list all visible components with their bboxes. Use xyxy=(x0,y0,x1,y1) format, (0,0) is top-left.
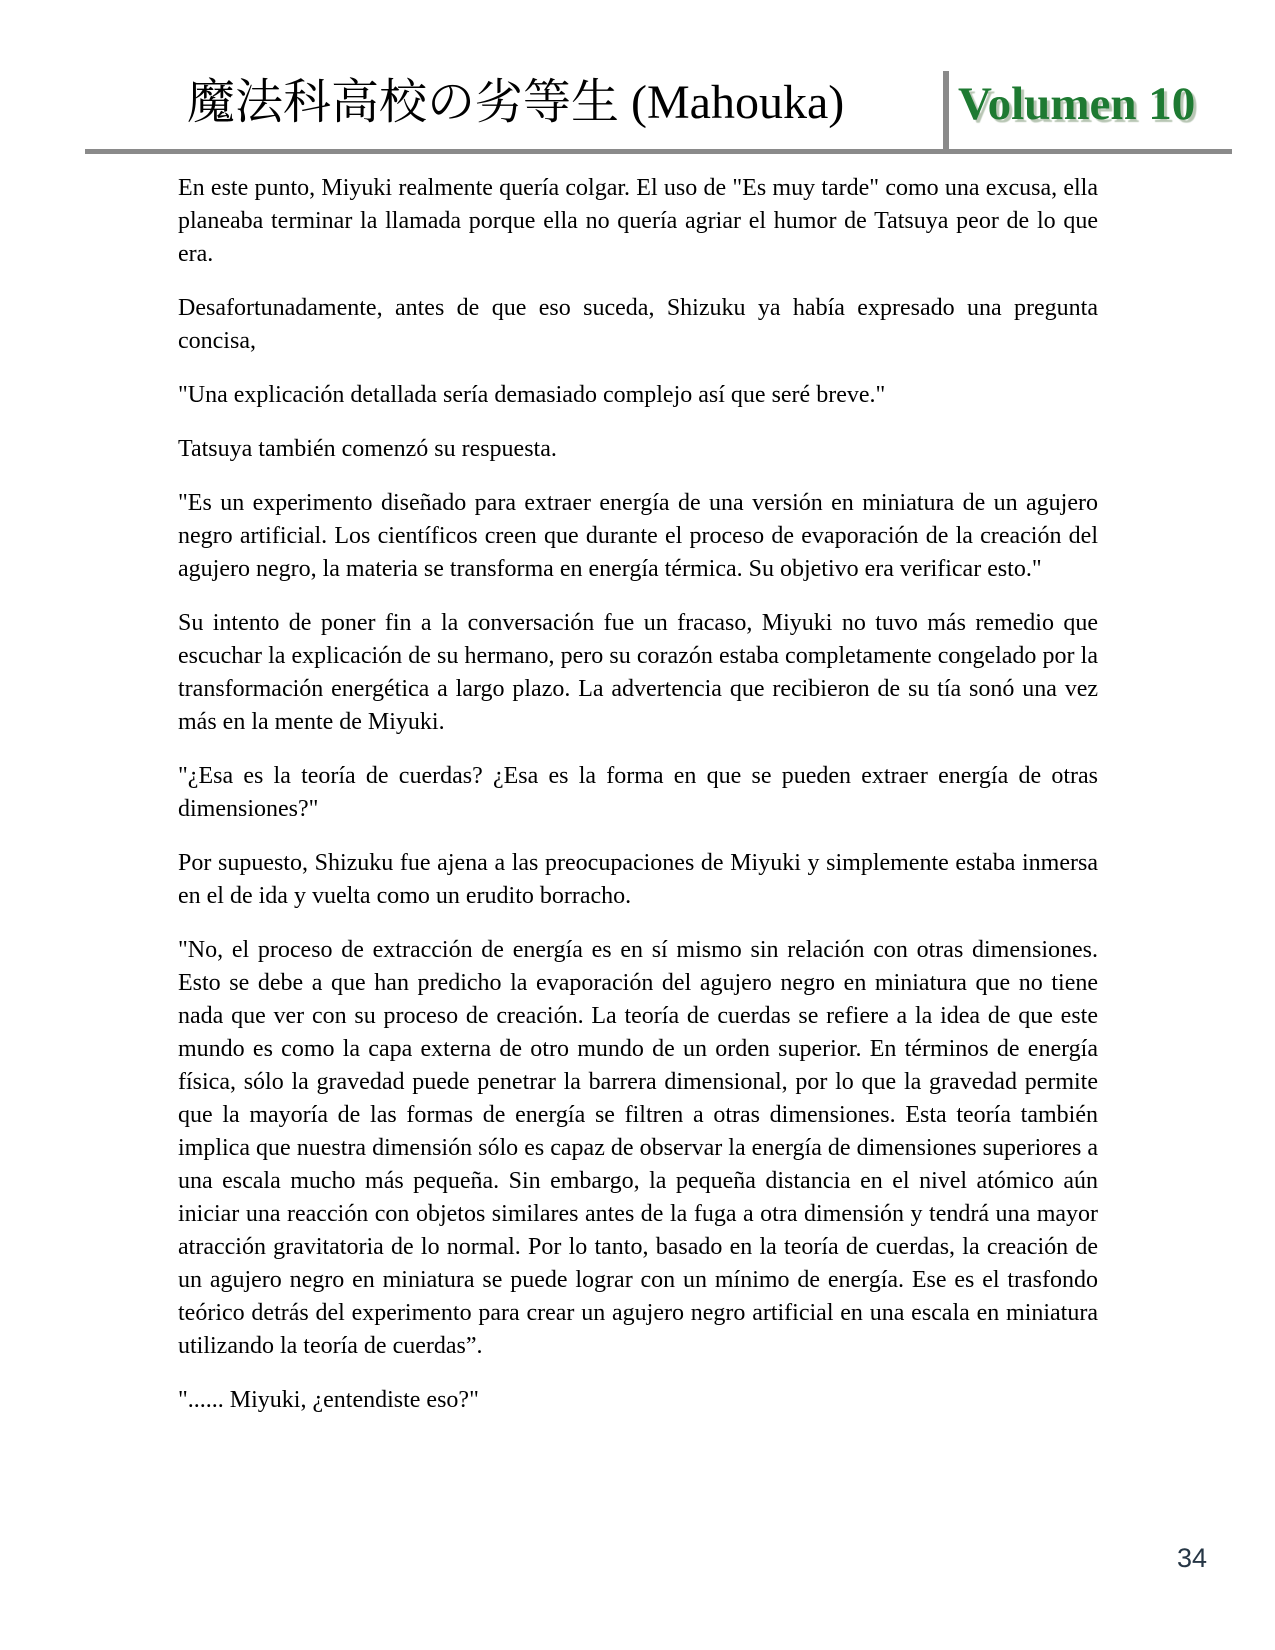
paragraph: "Es un experimento diseñado para extraer energía de una versión en miniatura de un agujero negro artificial. Los científicos creen que durante el proceso de evaporación de la creación del agujero negro, la materia se transforma en energía térmica. Su objetivo era verificar esto." xyxy=(178,490,1098,582)
page-number: 34 xyxy=(1177,1543,1208,1573)
header-rule xyxy=(85,149,1232,154)
volume-divider-bar xyxy=(943,71,949,153)
paragraph: En este punto, Miyuki realmente quería colgar. El uso de "Es muy tarde" como una excusa, ella planeaba terminar la llamada porque ella no quería agriar el humor de Tatsuya peor de lo que era. xyxy=(178,175,1098,267)
paragraph: "...... Miyuki, ¿entendiste eso?" xyxy=(178,1387,479,1413)
volume-label: Volumen 10 xyxy=(958,78,1196,130)
document-title: 魔法科高校の劣等生 (Mahouka) xyxy=(187,76,845,129)
paragraph: "No, el proceso de extracción de energía es en sí mismo sin relación con otras dimensiones. Esto se debe a que han predicho la evaporación del agujero negro en miniatura que no tiene nada que ver con su proceso de creación. La teoría de cuerdas se refiere a la idea de que este mundo es como la capa externa de otro mundo de un orden superior. En términos de energía física, sólo la gravedad puede penetrar la barrera dimensional, por lo que la gravedad permite que la mayoría de las formas de energía se filtren a otras dimensiones. Esta teoría también implica que nuestra dimensión sólo es capaz de observar la energía de dimensiones superiores a una escala mucho más pequeña. Sin embargo, la pequeña distancia en el nivel atómico aún iniciar una reacción con objetos similares antes de la fuga a otra dimensión y tendrá una mayor atracción gravitatoria de lo normal. Por lo tanto, basado en la teoría de cuerdas, la creación de un agujero negro en miniatura se puede lograr con un mínimo de energía. Ese es el trasfondo teórico detrás del experimento para crear un agujero negro artificial en una escala en miniatura utilizando la teoría de cuerdas”. xyxy=(178,937,1098,1359)
paragraph: "Una explicación detallada sería demasiado complejo así que seré breve." xyxy=(178,382,886,408)
paragraph: Por supuesto, Shizuku fue ajena a las preocupaciones de Miyuki y simplemente estaba inmersa en el de ida y vuelta como un erudito borracho. xyxy=(178,850,1098,909)
paragraph: Su intento de poner fin a la conversación fue un fracaso, Miyuki no tuvo más remedio que escuchar la explicación de su hermano, pero su corazón estaba completamente congelado por la transformación energética a largo plazo. La advertencia que recibieron de su tía sonó una vez más en la mente de Miyuki. xyxy=(178,610,1098,735)
paragraph: Desafortunadamente, antes de que eso suceda, Shizuku ya había expresado una pregunta concisa, xyxy=(178,295,1098,354)
paragraph: Tatsuya también comenzó su respuesta. xyxy=(178,436,557,462)
paragraph: "¿Esa es la teoría de cuerdas? ¿Esa es la forma en que se pueden extraer energía de otras dimensiones?" xyxy=(178,763,1098,822)
body-text xyxy=(178,172,1098,1438)
